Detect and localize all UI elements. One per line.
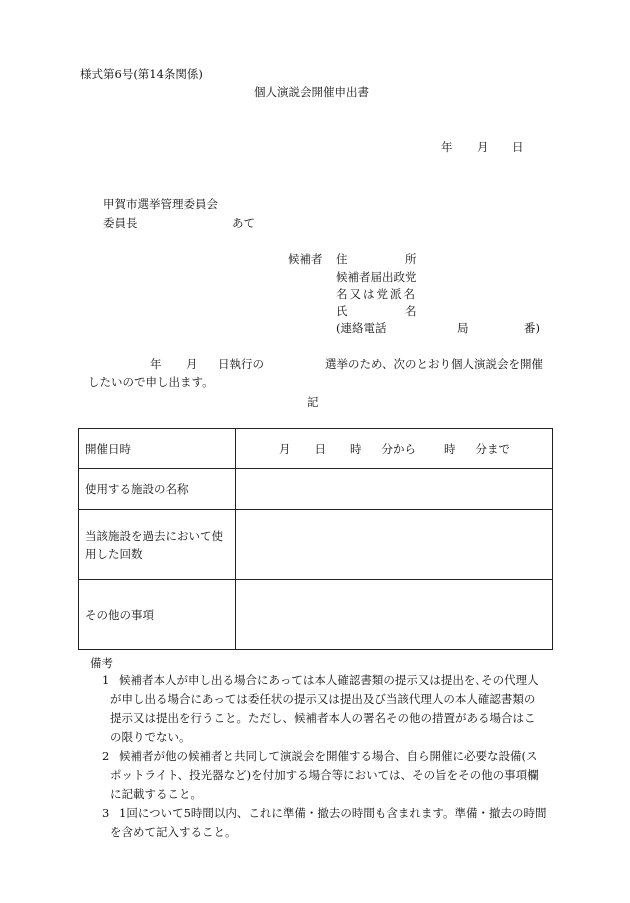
addressee-ate: あて (232, 216, 255, 230)
form-number: 様式第6号(第14条関係) (80, 67, 203, 81)
application-table (78, 428, 553, 650)
date-month: 月 (477, 140, 489, 154)
body-day: 日執行の (218, 357, 264, 371)
applicant-phone-ban: 番) (524, 321, 540, 335)
dt-hour: 時 (350, 441, 362, 456)
applicant-party-line2: 名又は党派名 (336, 287, 417, 301)
dt-hour2: 時 (444, 441, 456, 456)
usage-count-label-line1: 当該施設を過去において使 (85, 528, 223, 543)
applicant-party-line1: 候補者届出政党 (336, 270, 417, 284)
body-line2: したいので申し出ます。 (88, 375, 214, 389)
body-line1-rest: 選挙のため、次のとおり個人演説会を開催 (325, 357, 544, 371)
body-month: 月 (186, 357, 198, 371)
note-1-number: 1 (102, 673, 110, 687)
row-label-facility: 使用する施設の名称 (79, 469, 236, 510)
dt-until: 分まで (475, 441, 510, 456)
datetime-field[interactable] (236, 429, 553, 469)
applicant-name: 氏 名 (336, 304, 417, 318)
note-1-line1: 候補者本人が申し出る場合にあっては本人確認書類の提示又は提出を､その代理人 (119, 673, 539, 687)
usage-count-field[interactable] (236, 510, 553, 580)
usage-count-label-line2: 用した回数 (85, 546, 143, 561)
note-1-line4: の限りでない。 (110, 730, 191, 744)
applicant-address: 住 所 (336, 252, 417, 266)
date-day: 日 (512, 140, 524, 154)
ki-heading: 記 (307, 395, 319, 409)
table-row (79, 510, 553, 580)
table-row (79, 429, 553, 469)
other-matters-field[interactable] (236, 580, 553, 650)
body-year: 年 (150, 357, 162, 371)
notes-heading: 備考 (90, 656, 113, 670)
note-3-line2: を含めて記入すること。 (110, 825, 237, 839)
dt-from: 分から (381, 441, 416, 456)
date-year: 年 (441, 140, 453, 154)
applicant-phone-open: (連絡電話 (336, 321, 387, 335)
dt-day: 日 (314, 441, 326, 456)
note-2-line3: に記載すること。 (110, 787, 202, 801)
note-3-line1: 1回について5時間以内、これに準備・撤去の時間も含まれます。準備・撤去の時間 (119, 806, 547, 820)
document-title: 個人演説会開催申出書 (254, 85, 369, 99)
dt-month: 月 (279, 441, 291, 456)
table-row (79, 469, 553, 510)
addressee-chair: 委員長 (103, 216, 138, 230)
note-1-line3: 提示又は提出を行うこと。ただし、候補者本人の署名その他の措置がある場合はこ (110, 711, 536, 725)
addressee-committee: 甲賀市選挙管理委員会 (103, 197, 218, 211)
note-2-number: 2 (102, 749, 110, 763)
applicant-label: 候補者 (288, 252, 323, 266)
applicant-phone-kyoku: 局 (457, 321, 469, 335)
note-3-number: 3 (102, 806, 110, 820)
row-label-datetime: 開催日時 (79, 429, 236, 469)
table-row (79, 580, 553, 650)
facility-name-field[interactable] (236, 469, 553, 510)
note-2-line1: 候補者が他の候補者と共同して演説会を開催する場合、自ら開催に必要な設備(ス (119, 749, 538, 763)
row-label-usage-count (79, 510, 236, 580)
note-1-line2: が申し出る場合にあっては委任状の提示又は提出及び当該代理人の本人確認書類の (110, 692, 536, 706)
note-2-line2: ポットライト、投光器など)を付加する場合等においては、その旨をその他の事項欄 (110, 768, 539, 782)
row-label-other: その他の事項 (79, 580, 236, 650)
